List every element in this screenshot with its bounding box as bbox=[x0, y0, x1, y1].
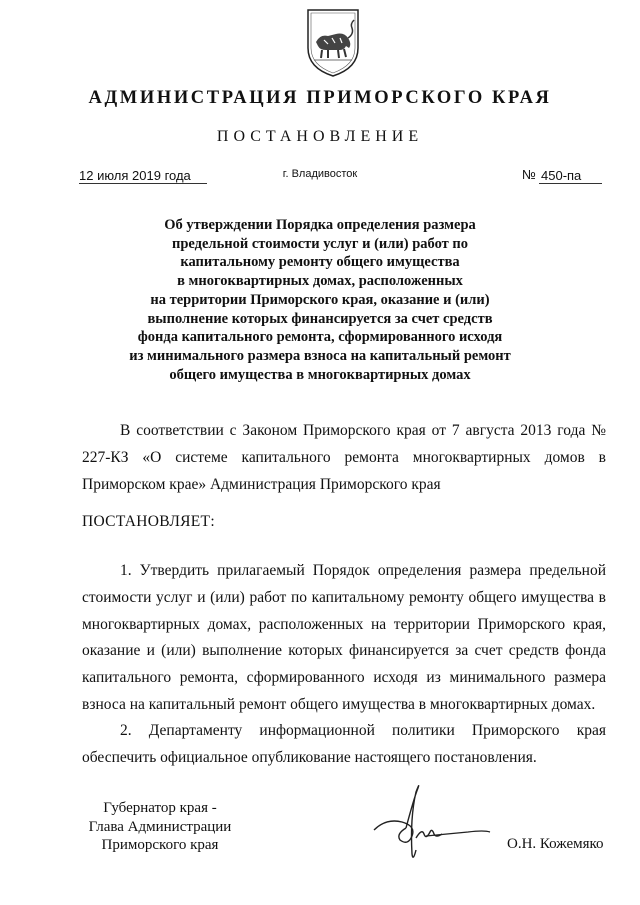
clause-2-paragraph: 2. Департаменту информационной политики Приморского края обеспечить официальное опубликование настоящего постановления. bbox=[82, 722, 606, 766]
title-line: фонда капитального ремонта, сформированного исходя bbox=[137, 329, 503, 346]
document-number: 450-па bbox=[541, 168, 582, 183]
document-city: г. Владивосток bbox=[282, 168, 358, 180]
document-type: ПОСТАНОВЛЕНИЕ bbox=[216, 128, 424, 145]
title-line: общего имущества в многоквартирных домах bbox=[169, 366, 471, 383]
signatory-position bbox=[60, 799, 260, 855]
coat-of-arms-emblem bbox=[302, 8, 364, 78]
preamble-paragraph: В соответствии с Законом Приморского края от 7 августа 2013 года № 227-КЗ «О системе капитального ремонта многоквартирных домов в Приморском крае» Администрация Приморского края bbox=[82, 422, 606, 493]
title-line: предельной стоимости услуг и (или) работ по bbox=[172, 235, 468, 252]
decree-word: ПОСТАНОВЛЯЕТ: bbox=[82, 513, 215, 530]
number-sign: № bbox=[522, 167, 536, 182]
title-line: капитальному ремонту общего имущества bbox=[180, 254, 460, 271]
document-number-line bbox=[539, 166, 602, 184]
document-title bbox=[100, 216, 540, 384]
title-line: Об утверждении Порядка определения размера bbox=[164, 217, 476, 233]
title-line: на территории Приморского края, оказание и (или) bbox=[150, 291, 490, 308]
document-date: 12 июля 2019 года bbox=[79, 168, 191, 183]
clause-1-paragraph: 1. Утвердить прилагаемый Порядок определения размера предельной стоимости услуг и (или) работ по капитальному ремонту общего имущества в многоквартирных домах, расположенных на территории Приморского края, оказание и (или) выполнение которых финансируется за счет средств фонда капитального ремонта, сформированного исходя из минимального размера взноса на капитальный ремонт общего имущества в многоквартирных домах. bbox=[82, 562, 606, 713]
handwritten-signature bbox=[366, 778, 506, 868]
organization-name: АДМИНИСТРАЦИЯ ПРИМОРСКОГО КРАЯ bbox=[88, 88, 552, 108]
title-line: в многоквартирных домах, расположенных bbox=[177, 273, 463, 290]
position-line: Глава Администрации bbox=[88, 818, 232, 835]
signatory-name: О.Н. Кожемяко bbox=[507, 836, 604, 852]
title-line: выполнение которых финансируется за счет средств bbox=[147, 310, 493, 327]
position-line: Приморского края bbox=[101, 837, 219, 853]
document-number-field bbox=[522, 166, 602, 183]
position-line: Губернатор края - bbox=[103, 800, 217, 816]
title-line: из минимального размера взноса на капитальный ремонт bbox=[129, 347, 511, 364]
